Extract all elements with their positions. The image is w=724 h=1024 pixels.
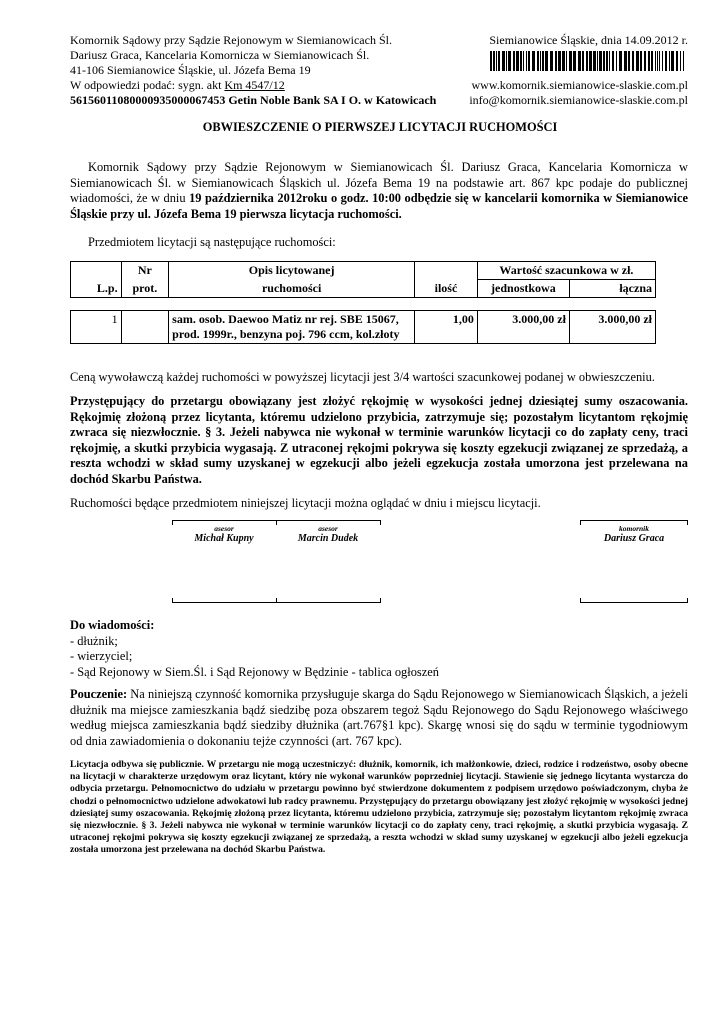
barcode-bar [516, 51, 519, 71]
sig-role: komornik [618, 524, 649, 533]
row-desc-line-1: sam. osob. Daewoo Matiz nr rej. SBE 15067, [172, 312, 399, 326]
place-date: Siemianowice Śląskie, dnia 14.09.2012 r. [489, 33, 688, 47]
sig-tick [380, 520, 381, 525]
barcode-bar [537, 51, 539, 71]
sig-tick [580, 598, 581, 603]
barcode-bar [502, 51, 505, 71]
barcode-bar [609, 51, 610, 71]
barcode-bar [616, 51, 617, 71]
barcode-bar [566, 51, 567, 71]
barcode-bar [496, 51, 497, 71]
barcode-bar [513, 51, 515, 71]
row-nr [121, 311, 169, 344]
intro-paragraph [70, 160, 688, 222]
barcode-bar [569, 51, 572, 71]
barcode-graphic [490, 51, 688, 71]
barcode-bar [562, 51, 565, 71]
barcode-bar [624, 51, 627, 71]
row-desc [169, 311, 415, 344]
barcode-bar [680, 51, 681, 71]
barcode-bar [655, 51, 656, 71]
row-total: 3.000,00 zł [569, 311, 655, 344]
signature-komornik [580, 524, 688, 545]
col-nr-2: prot. [121, 280, 169, 298]
barcode-bar [523, 51, 524, 71]
col-qty: ilość [415, 262, 478, 298]
row-desc-line-2: prod. 1999r., benzyna poj. 796 ccm, kol.złoty [172, 327, 400, 341]
barcode-bar [597, 51, 598, 71]
office-address-block [70, 33, 490, 108]
sig-tick [687, 598, 688, 603]
instruction-text: Na niniejszą czynność komornika przysługuje skarga do Sądu Rejonowego w Siemianowicach Śląskich, a jeżeli dłużnik ma miejsce zamieszkania bądź siedzibę poza obszarem tegoż Sądu Rejonowego do Sądu Rejonowego właściwego według miejsca zamieszkania bądź siedziby dłużnika (art.767§1 kpc). Skargę wnosi się do sądu w terminie tygodniowym od dnia zawiadomienia o dokonaniu tejże czynności (art. 767 kpc). [70, 687, 688, 748]
barcode-bar [665, 51, 667, 71]
barcode-bar [526, 51, 527, 71]
row-qty: 1,00 [415, 311, 478, 344]
bank-account: 56156011080000935000067453 Getin Noble Bank SA I O. w Katowicach [70, 93, 437, 107]
recipient-item: - dłużnik; [70, 633, 118, 648]
items-intro: Przedmiotem licytacji są następujące ruchomości: [88, 235, 336, 249]
barcode-bar [662, 51, 663, 71]
barcode-bar [532, 51, 535, 71]
sig-name: Dariusz Graca [603, 533, 665, 544]
items-table-body [70, 310, 656, 344]
signature-asesor-1 [172, 524, 276, 545]
sig-tick [276, 598, 277, 603]
barcode-bar [520, 51, 522, 71]
barcode-bar [490, 51, 492, 71]
barcode-bar [573, 51, 576, 71]
barcode-bar [669, 51, 670, 71]
barcode-bar [586, 51, 588, 71]
col-lp: L.p. [71, 262, 122, 298]
col-unit: jednostkowa [477, 280, 569, 298]
barcode-bar [636, 51, 639, 71]
col-value-group: Wartość szacunkowa w zł. [477, 262, 655, 280]
row-unit: 3.000,00 zł [477, 311, 569, 344]
barcode [490, 51, 688, 76]
col-desc-2: ruchomości [169, 280, 415, 298]
barcode-bar [528, 51, 530, 71]
viewing-note: Ruchomości będące przedmiotem niniejszej licytacji można oglądać w dniu i miejscu licytacji. [70, 496, 541, 510]
recipients [70, 618, 690, 680]
price-note: Ceną wywoławczą każdej ruchomości w powyższej licytacji jest 3/4 wartości szacunkowej podanej w obwieszczeniu. [70, 370, 655, 384]
barcode-bar [657, 51, 658, 71]
barcode-bar [589, 51, 592, 71]
barcode-bar [683, 51, 684, 71]
barcode-bar [593, 51, 596, 71]
barcode-bar [644, 51, 646, 71]
reply-reference [70, 78, 490, 93]
sig-tick [380, 598, 381, 603]
signature-line-bottom-right [580, 598, 688, 603]
col-total: łączna [569, 280, 655, 298]
barcode-bar [493, 51, 495, 71]
barcode-bar [582, 51, 584, 71]
office-line-1: Komornik Sądowy przy Sądzie Rejonowym w Siemianowicach Śl. [70, 33, 392, 47]
barcode-bar [558, 51, 561, 71]
office-line-2: Dariusz Graca, Kancelaria Komornicza w Siemianowicach Śl. [70, 48, 370, 62]
barcode-bar [578, 51, 581, 71]
deposit-rules: Przystępujący do przetargu obowiązany jest złożyć rękojmię w wysokości jednej dziesiątej sumy oszacowania. Rękojmię złożoną przez licytanta, któremu udzielono przybicia, zatrzymuje się; pozostałym licytantom rękojmię zwraca się niezwłocznie. § 3. Jeżeli nabywca nie wykonał w terminie warunków licytacji co do zapłaty ceny, traci rękojmię, a skutki przybicia wygasają. Z utraconej rękojmi pokrywa się koszty egzekucji związanej ze sprzedażą, a reszta wchodzi w skład sumy uzyskanej w egzekucji albo jeżeli egzekucja została umorzona jest przelewana na dochód Skarbu Państwa. [70, 394, 688, 486]
recipients-title: Do wiadomości: [70, 618, 155, 632]
instruction-label: Pouczenie: [70, 687, 128, 701]
barcode-bar [640, 51, 642, 71]
recipient-item: - wierzyciel; [70, 649, 133, 664]
recipient-item: - Sąd Rejonowy w Siem.Śl. i Sąd Rejonowy w Będzinie - tablica ogłoszeń [70, 664, 439, 679]
barcode-bar [498, 51, 500, 71]
office-line-3: 41-106 Siemianowice Śląskie, ul. Józefa Bema 19 [70, 63, 311, 77]
page-title: OBWIESZCZENIE O PIERWSZEJ LICYTACJI RUCHOMOŚCI [202, 120, 558, 134]
reply-prefix: W odpowiedzi podać: sygn. akt [70, 78, 225, 92]
email[interactable]: info@komornik.siemianowice-slaskie.com.pl [469, 93, 688, 107]
barcode-bar [545, 51, 548, 71]
sig-role: asesor [318, 524, 338, 533]
items-table-header [70, 261, 656, 298]
barcode-bar [506, 51, 507, 71]
barcode-bar [659, 51, 660, 71]
signature-asesor-2 [276, 524, 380, 545]
intro-text: Komornik Sądowy przy Sądzie Rejonowym w Siemianowicach Śl. Dariusz Graca, Kancelaria Komornicza w Siemianowicach Śl. w Siemianowicach Śląskich ul. Józefa Bema 19 na podstawie art. 867 kpc podaje do publicznej wiadomości, że w dniu [70, 160, 688, 206]
barcode-bar [619, 51, 622, 71]
barcode-bar [648, 51, 650, 71]
barcode-bar [603, 51, 605, 71]
barcode-bar [542, 51, 544, 71]
barcode-bar [606, 51, 608, 71]
barcode-bar [550, 51, 553, 71]
website[interactable]: www.komornik.siemianowice-slaskie.com.pl [471, 78, 688, 92]
barcode-bar [676, 51, 678, 71]
row-lp: 1 [71, 311, 122, 344]
case-number: Km 4547/12 [224, 78, 285, 92]
barcode-bar [612, 51, 614, 71]
sig-name: Michał Kupny [194, 533, 254, 544]
table-row [71, 311, 656, 344]
auction-date-text: 19 października 2012roku o godz. 10:00 odbędzie się w kancelarii komornika w Siemianowice Śląskie przy ul. Józefa Bema 19 pierwsza licytacja ruchomości. [70, 191, 688, 221]
col-nr: Nr [121, 262, 169, 280]
barcode-bar [599, 51, 602, 71]
barcode-bar [555, 51, 557, 71]
fine-print: Licytacja odbywa się publicznie. W przetargu nie mogą uczestniczyć: dłużnik, komornik, ich małżonkowie, dzieci, rodzice i rodzeństwo, osoby obecne na licytacji w charakterze urzędowym oraz licytant, który nie wykonał warunków poprzedniej licytacji. Stawienie się jednego licytanta wystarcza do odbycia przetargu. Pełnomocnictwo do udziału w przetargu powinno być stwierdzone dokumentem z podpisem urzędowo poświadczonym, chyba że chodzi o pełnomocnictwo udzielone adwokatowi lub radcy prawnemu. Przystępujący do przetargu obowiązany jest złożyć rękojmię w wysokości jednej dziesiątej sumy oszacowania. Rękojmię złożoną przez licytanta, któremu udzielono przybicia, zatrzymuje się; pozostałym licytantom rękojmię zwraca się niezwłocznie. § 3. Jeżeli nabywca nie wykonał w terminie warunków licytacji co do zapłaty ceny, traci rękojmię, a skutki przybicia wygasają. Z utraconej rękojmi pokrywa się koszty egzekucji związanej ze sprzedażą, a reszta wchodzi w skład sumy uzyskanej w egzekucji albo jeżeli egzekucja została umorzona jest przelewana na dochód Skarbu Państwa. [70, 759, 688, 856]
barcode-bar [540, 51, 541, 71]
barcode-bar [671, 51, 674, 71]
barcode-bar [651, 51, 653, 71]
sig-tick [172, 598, 173, 603]
instruction-paragraph [70, 687, 688, 749]
sig-role: asesor [214, 524, 234, 533]
barcode-bar [508, 51, 511, 71]
col-desc: Opis licytowanej [169, 262, 415, 280]
sig-name: Marcin Dudek [297, 533, 359, 544]
barcode-bar [628, 51, 630, 71]
barcode-bar [632, 51, 634, 71]
